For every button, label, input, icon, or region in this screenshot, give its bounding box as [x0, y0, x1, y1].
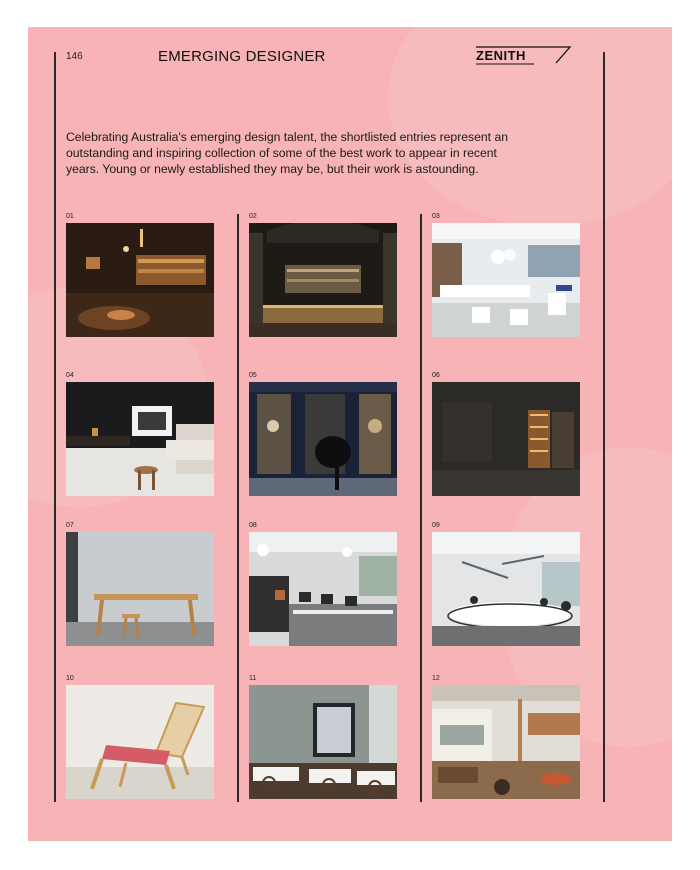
- entry-12[interactable]: [432, 675, 580, 799]
- entry-11[interactable]: [249, 675, 397, 799]
- project-thumbnail[interactable]: [432, 685, 580, 799]
- entry-number: 05: [249, 372, 257, 379]
- entry-number: 04: [66, 372, 74, 379]
- project-thumbnail[interactable]: [249, 532, 397, 646]
- entry-number: 06: [432, 372, 440, 379]
- intro-paragraph: Celebrating Australia's emerging design talent, the shortlisted entries represent an outstanding and inspiring collection of some of the best work to appear in recent years. Young or newly established they may be, but their work is astounding.: [66, 130, 509, 176]
- entry-number: 10: [66, 675, 74, 682]
- logo-mark-icon: [476, 45, 576, 67]
- entry-02[interactable]: [249, 213, 397, 337]
- left-rule: [54, 52, 56, 802]
- entry-01[interactable]: [66, 213, 214, 337]
- entry-06[interactable]: [432, 372, 580, 496]
- project-thumbnail[interactable]: [66, 382, 214, 496]
- entry-number: 11: [249, 675, 257, 682]
- entry-07[interactable]: [66, 522, 214, 646]
- entry-number: 02: [249, 213, 257, 220]
- entry-number: 01: [66, 213, 74, 220]
- project-thumbnail[interactable]: [66, 532, 214, 646]
- zenith-logo: [476, 45, 576, 67]
- project-thumbnail[interactable]: [432, 223, 580, 337]
- magazine-page: [28, 27, 672, 841]
- entry-08[interactable]: [249, 522, 397, 646]
- entry-number: 08: [249, 522, 257, 529]
- entry-05[interactable]: [249, 372, 397, 496]
- entry-09[interactable]: [432, 522, 580, 646]
- project-thumbnail[interactable]: [66, 223, 214, 337]
- project-thumbnail[interactable]: [432, 382, 580, 496]
- entry-03[interactable]: [432, 213, 580, 337]
- project-thumbnail[interactable]: [249, 382, 397, 496]
- page-number: 146: [66, 51, 83, 62]
- column-rule: [237, 214, 239, 802]
- entry-number: 12: [432, 675, 440, 682]
- section-title: EMERGING DESIGNER: [158, 48, 326, 65]
- entry-number: 09: [432, 522, 440, 529]
- right-rule: [603, 52, 605, 802]
- column-rule: [420, 214, 422, 802]
- entry-number: 03: [432, 213, 440, 220]
- project-thumbnail[interactable]: [66, 685, 214, 799]
- project-thumbnail[interactable]: [249, 223, 397, 337]
- project-thumbnail[interactable]: [249, 685, 397, 799]
- logo-text: ZENITH: [476, 48, 526, 63]
- entry-04[interactable]: [66, 372, 214, 496]
- project-thumbnail[interactable]: [432, 532, 580, 646]
- entry-10[interactable]: [66, 675, 214, 799]
- entry-number: 07: [66, 522, 74, 529]
